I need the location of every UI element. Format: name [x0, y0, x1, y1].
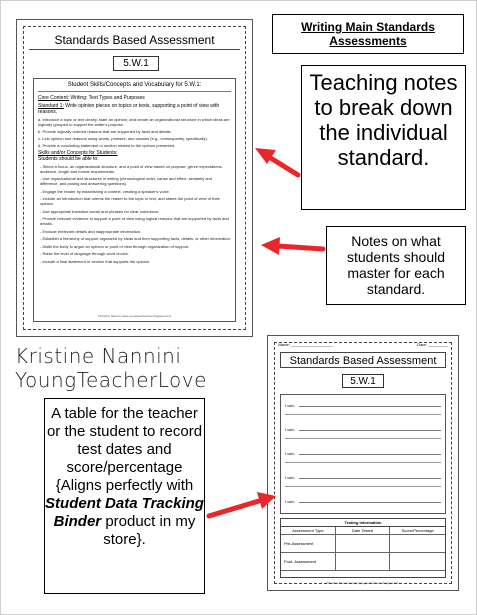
- skill-bullet: - Provide relevant evidence to support a point of view using logical reasons that are supported by facts and details.: [40, 216, 229, 226]
- arrow-notes: [261, 237, 323, 255]
- table-title: Testing Information: [281, 519, 445, 527]
- row-label: Post- Assessment: [281, 553, 336, 571]
- sheet-title: Standards Based Assessment: [29, 30, 240, 50]
- skill-bullet: - Raise the level of language through word choice.: [40, 251, 129, 256]
- standard-code: 5.W.1: [113, 56, 159, 71]
- mastery-notes-callout: Notes on what students should master for each standard.: [326, 226, 466, 305]
- sheet-footer: ©Kristine Nannini www.youngteacherlove.blogspot.com: [97, 313, 172, 318]
- skill-bullet: - Distill the body to argue an opinion or point of view through organization of support.: [40, 243, 190, 249]
- skill-bullet: - Use organizational text structures in writing (chronological order, cause and effect, similarity and difference, and posing and answering questions).: [40, 176, 213, 186]
- i-can-item: I can:: [285, 451, 441, 456]
- title-text: Writing Main Standards Assessments: [301, 20, 435, 48]
- i-can-item: I can:: [285, 403, 441, 408]
- skill-bullet: - Include a final statement or section that supports the opinion.: [40, 258, 151, 264]
- sub-item: b. Provide logically ordered reasons that are supported by facts and details.: [38, 128, 172, 134]
- core-content: Core Content: Writing: Text Types and Purposes: [38, 94, 145, 101]
- table-callout-text: A table for the teacher or the student to record test dates and score/percentage {Aligns perfectly with: [46, 405, 203, 494]
- skill-bullet: - Use appropriate transition words and phrases for clear coherence.: [40, 208, 160, 214]
- sub-item: c. Link opinion and reasons using words, phrases, and clauses (e.g., consequently, specifically).: [38, 135, 208, 141]
- skill-bullet: - Engage the reader by establishing a context, creating a speaker's voice.: [40, 188, 170, 194]
- skills-heading: Skills and/or Concepts for Students: Students should be able to:: [38, 149, 118, 162]
- sheet-title: Standards Based Assessment: [280, 352, 446, 368]
- sub-item: d. Provide a concluding statement or section related to the opinion presented.: [38, 142, 176, 148]
- column-header: Assessment Type: [281, 527, 336, 535]
- binder-product-name: Student Data Tracking Binder: [45, 495, 204, 530]
- notes-heading: Student Skills/Concepts and Vocabulary for 5.W.1:: [38, 82, 231, 92]
- skill-bullet: - Include an introduction that orients the reader to the topic or text, and states the point of view of their opinion.: [40, 196, 220, 206]
- name-label: Name: ___________________: [278, 342, 334, 347]
- column-header: Date Tested: [336, 527, 391, 535]
- row-label: Pre-Assessment: [281, 535, 336, 553]
- standard-code: 5.W.1: [342, 374, 384, 388]
- standard-statement: Standard 1: Write opinion pieces on topics or texts, supporting a point of view with reasons.: [38, 102, 220, 115]
- date-label: Date: _________: [417, 342, 448, 347]
- arrow-teaching: [255, 148, 298, 175]
- i-can-item: I can:: [285, 427, 441, 432]
- table-callout-text-end: product in my store}.: [103, 513, 196, 548]
- arrow-table: [209, 492, 276, 516]
- teaching-notes-callout: Teaching notes to break down the individual standard.: [301, 65, 466, 210]
- skill-bullet: - Establish a hierarchy of support organized by ideas and then supporting facts, details, or other information.: [40, 236, 231, 241]
- i-can-item: I can:: [285, 475, 441, 480]
- column-header: Score/Percentage: [390, 527, 445, 535]
- skill-bullet: - Select a focus, an organizational structure, and a point of view based on purpose, genre expectations, audience, length and format requirements.: [40, 163, 223, 174]
- sub-item: a. Introduce a topic or text clearly, state an opinion, and create an organizational structure in which ideas are logically grouped to support the writer's purpose.: [38, 116, 230, 127]
- sheet-footer: ©Kristine Nannini www.youngteacherlove.blogspot.com: [326, 581, 400, 585]
- callout-arrows: [1, 1, 477, 615]
- i-can-item: I can:: [285, 499, 441, 504]
- blog-name: YoungTeacherLove: [15, 368, 207, 392]
- author-name: Kristine Nannini: [15, 344, 182, 368]
- skill-bullet: - Exclude irrelevant details and inappropriate information.: [40, 228, 142, 234]
